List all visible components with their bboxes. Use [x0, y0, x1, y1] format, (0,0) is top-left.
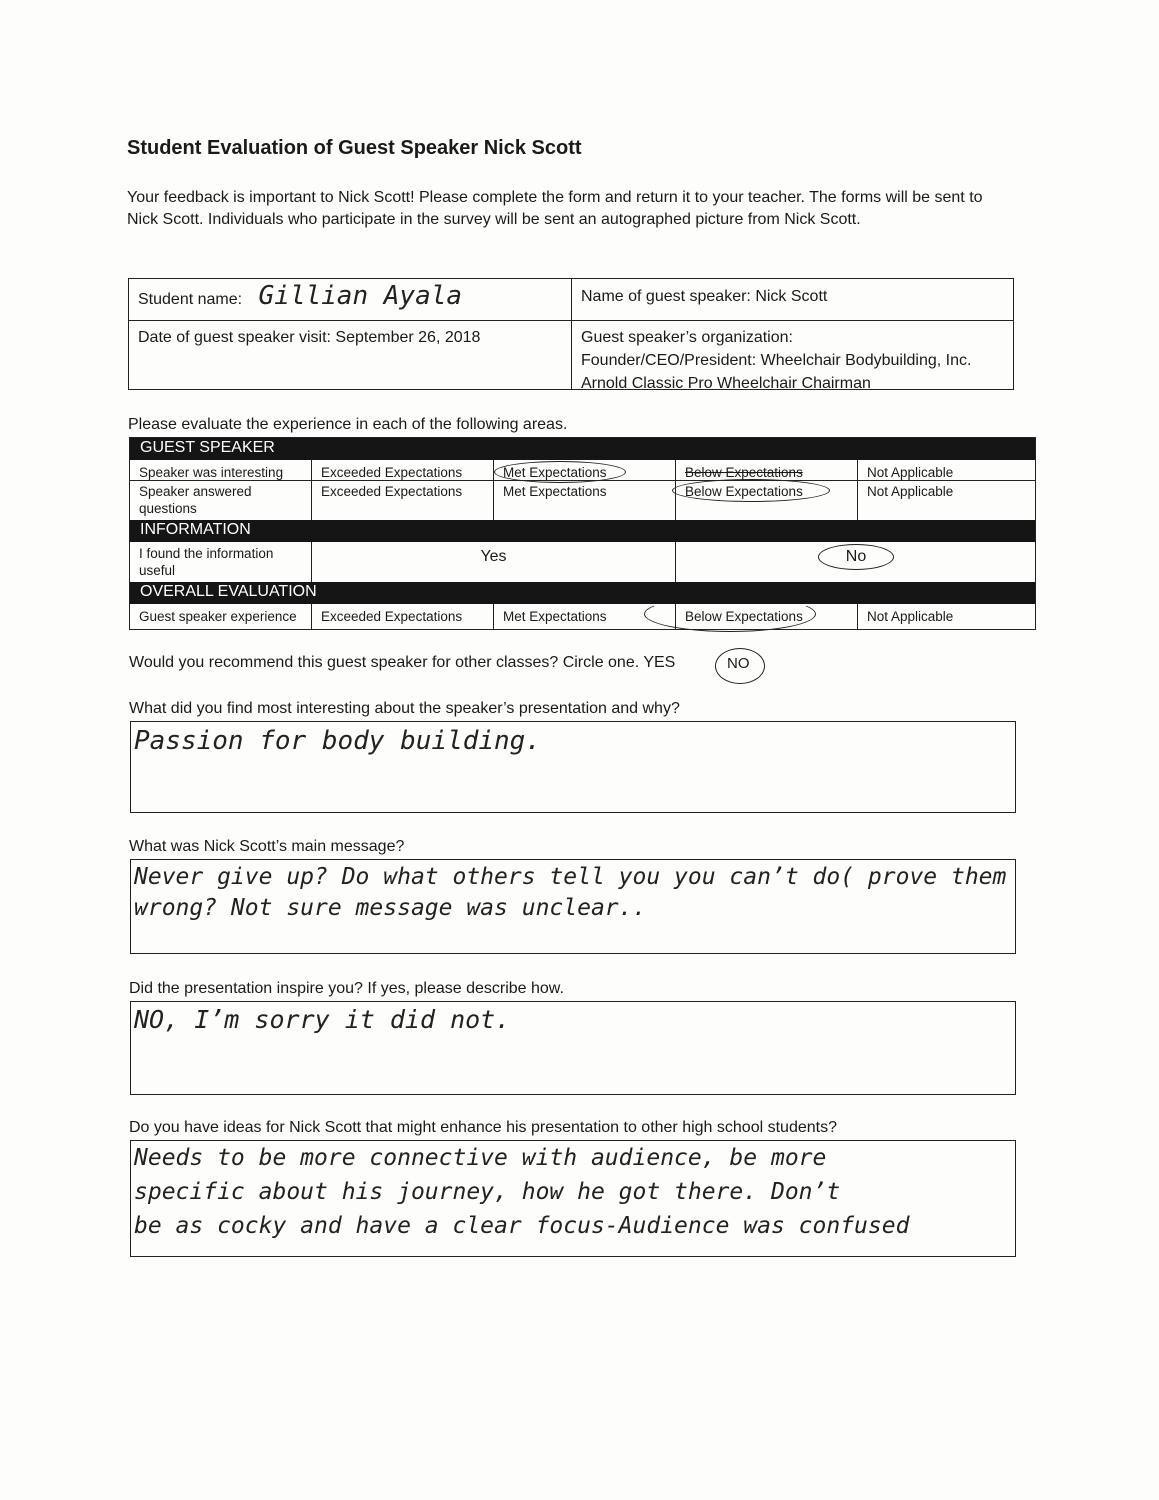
row-answered-met[interactable]: Met Expectations [503, 484, 607, 499]
row-useful-no[interactable]: No [845, 548, 867, 565]
row-answered-label [130, 483, 261, 517]
student-name-cell [129, 281, 571, 315]
evaluation-table [129, 437, 1036, 630]
question-2: What was Nick Scott’s main message? [129, 838, 405, 855]
answer-2 [134, 862, 1011, 924]
circle-mark [644, 596, 816, 632]
answer-box-1[interactable] [130, 721, 1016, 813]
answer-box-4[interactable] [130, 1140, 1016, 1257]
info-table [128, 278, 1014, 390]
question-1: What did you find most interesting about the speaker’s presentation and why? [129, 700, 680, 717]
row-interesting-met[interactable]: Met Expectations [503, 465, 607, 480]
row-answered-exceeded[interactable]: Exceeded Expectations [321, 484, 463, 499]
section-information: INFORMATION [130, 520, 1035, 542]
answer-4-line-3: be as cocky and have a clear focus-Audience was confused [134, 1213, 910, 1239]
row-interesting-na[interactable]: Not Applicable [867, 465, 954, 480]
speaker-organization [572, 322, 1013, 399]
form-intro: Your feedback is important to Nick Scott! Please complete the form and return it to your teacher. The forms will be sent to Nick Scott. Individuals who participate in the survey will be sent an autographed picture from Nick Scott. [127, 189, 983, 228]
answer-1: Passion for body building. [134, 726, 541, 756]
row-answered-label-1: Speaker answered [139, 484, 252, 499]
row-interesting-exceeded[interactable]: Exceeded Expectations [321, 465, 463, 480]
org-line-2: Arnold Classic Pro Wheelchair Chairman [581, 375, 871, 392]
recommend-answer[interactable]: NO [727, 655, 750, 672]
circle-mark [672, 479, 830, 502]
row-useful-label-2: useful [139, 563, 176, 578]
speaker-name: Name of guest speaker: Nick Scott [581, 288, 828, 305]
row-interesting-below[interactable]: Below Expectations [685, 465, 803, 480]
row-answered-below[interactable]: Below Expectations [685, 484, 803, 499]
visit-date: Date of guest speaker visit: September 26, 2018 [138, 329, 481, 346]
answer-box-3[interactable] [130, 1001, 1016, 1095]
row-useful-label [130, 545, 282, 579]
row-useful-label-1: I found the information [139, 546, 274, 561]
evaluation-prompt: Please evaluate the experience in each of the following areas. [128, 416, 568, 433]
row-experience-na[interactable]: Not Applicable [867, 609, 954, 624]
section-overall: OVERALL EVALUATION [130, 582, 1035, 604]
row-experience-below[interactable]: Below Expectations [685, 609, 803, 624]
row-experience-exceeded[interactable]: Exceeded Expectations [321, 609, 463, 624]
row-useful-yes[interactable]: Yes [480, 548, 507, 565]
row-experience-met[interactable]: Met Expectations [503, 609, 607, 624]
circle-mark [494, 461, 626, 483]
question-4: Do you have ideas for Nick Scott that might enhance his presentation to other high school students? [129, 1119, 837, 1136]
student-name-value: Gillian Ayala [258, 281, 463, 311]
form-title: Student Evaluation of Guest Speaker Nick Scott [127, 137, 582, 159]
answer-4-line-1: Needs to be more connective with audience, be more [134, 1145, 827, 1171]
section-guest-speaker: GUEST SPEAKER [130, 438, 1035, 460]
answer-3: NO, I’m sorry it did not. [134, 1005, 511, 1034]
org-line-1: Founder/CEO/President: Wheelchair Bodybuilding, Inc. [581, 352, 972, 369]
recommend-question: Would you recommend this guest speaker for other classes? Circle one. YES [129, 654, 676, 671]
answer-4 [134, 1141, 1011, 1243]
answer-2-line-1: Never give up? Do what others tell you you can’t do( prove them [134, 864, 1007, 890]
question-3: Did the presentation inspire you? If yes, please describe how. [129, 980, 564, 997]
row-interesting-label: Speaker was interesting [139, 465, 284, 480]
answer-4-line-2: specific about his journey, how he got there. Don’t [134, 1179, 841, 1205]
circle-mark [818, 544, 894, 570]
org-label: Guest speaker’s organization: [581, 329, 793, 346]
row-experience-label: Guest speaker experience [139, 609, 297, 624]
answer-2-line-2: wrong? Not sure message was unclear.. [134, 895, 647, 921]
row-answered-na[interactable]: Not Applicable [867, 484, 954, 499]
student-name-label: Student name: [138, 291, 243, 308]
answer-box-2[interactable] [130, 859, 1016, 954]
row-answered-label-2: questions [139, 501, 197, 516]
